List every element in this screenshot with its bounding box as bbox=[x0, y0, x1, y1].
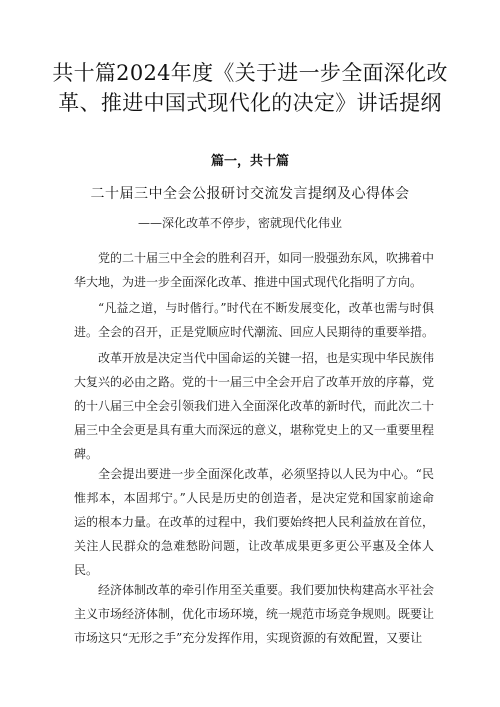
paragraph: 经济体制改革的牵引作用至关重要。我们要加快构建高水平社会主义市场经济体制，优化市场环境，统一规范市场竞争规则。既要让市场这只“无形之手”充分发挥作用，实现资源的有效配置，又要让 bbox=[74, 583, 435, 645]
paragraph: 全会提出要进一步全面深化改革，必须坚持以人民为中心。“民惟邦本，本固邦宁。”人民是历史的创造者，是决定党和国家前途命运的根本力量。在改革的过程中，我们要始终把人民利益放在首位，关注人民群众的急难愁盼问题，让改革成果更多更公平惠及全体人民。 bbox=[74, 467, 435, 577]
paragraph: 党的二十届三中全会的胜利召开，如同一股强劲东风，吹拂着中华大地，为进一步全面深化改革、推进中国式现代化指明了方向。 bbox=[74, 251, 435, 289]
paragraph: 改革开放是决定当代中国命运的关键一招，也是实现中华民族伟大复兴的必由之路。党的十一届三中全会开启了改革开放的序幕，党的十八届三中全会引领我们进入全面深化改革的新时代，而此次二十届三中全会更是具有重大而深远的意义，堪称党史上的又一重要里程碑。 bbox=[74, 351, 435, 461]
article-subtitle: ——深化改革不停步，密就现代化伟业 bbox=[138, 216, 343, 230]
document-title: 共十篇2024年度《关于进一步全面深化改革、推进中国式现代化的决定》讲话提纲 bbox=[52, 61, 448, 115]
section-heading: 篇一，共十篇 bbox=[210, 154, 289, 169]
article-title: 二十届三中全会公报研讨交流发言提纲及心得体会 bbox=[90, 186, 410, 202]
paragraph: “凡益之道，与时偕行。”时代在不断发展变化，改革也需与时俱进。全会的召开，正是党顺应时代潮流、回应人民期待的重要举措。 bbox=[74, 301, 435, 339]
